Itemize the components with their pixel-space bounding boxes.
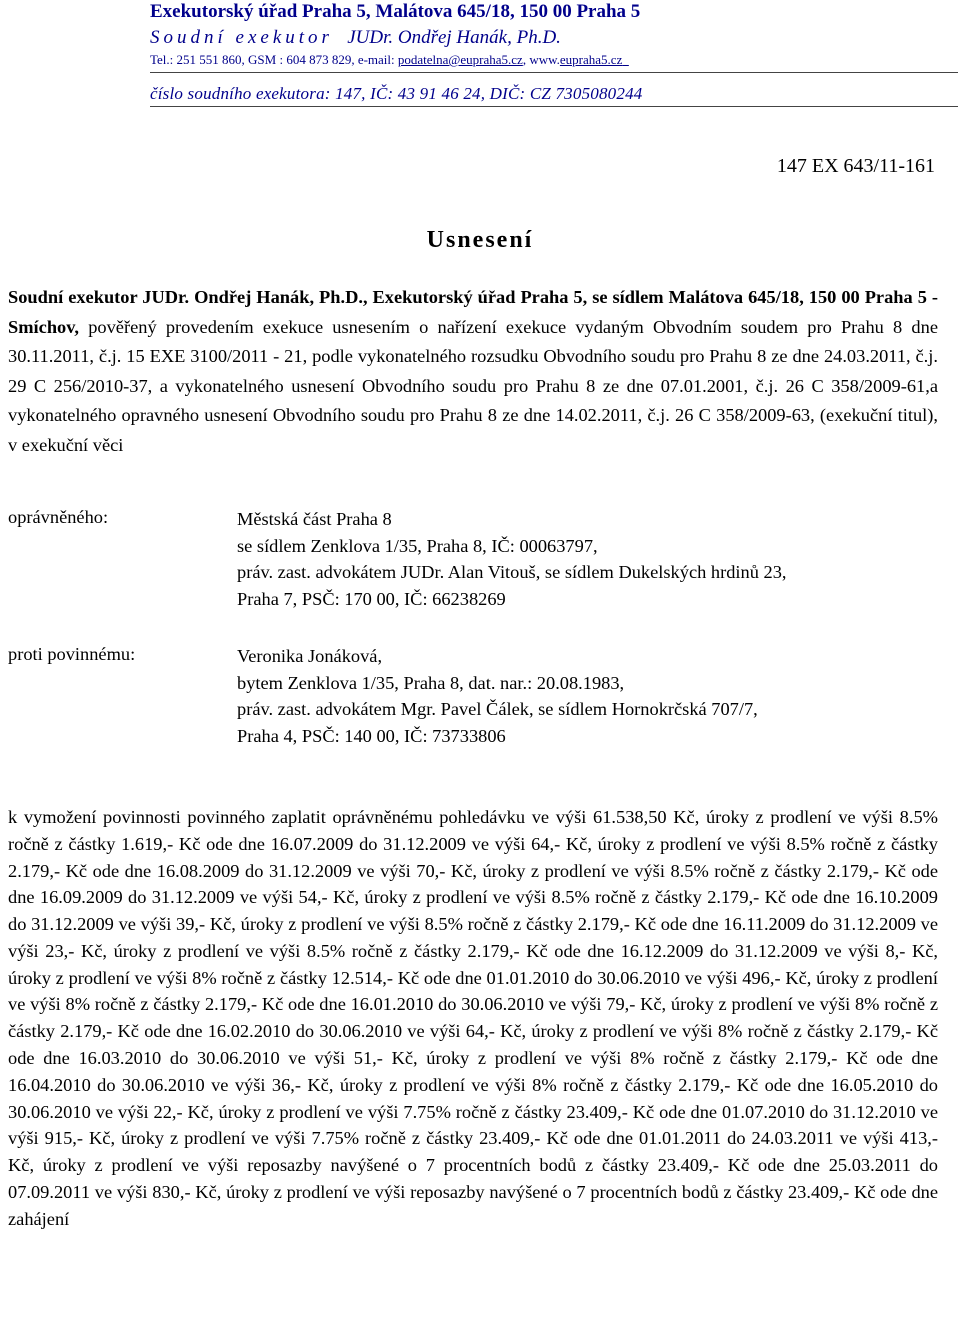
creditor-label: oprávněného: — [8, 507, 109, 527]
creditor-line: Městská část Praha 8 — [237, 509, 392, 529]
debtor-block — [237, 643, 758, 749]
contact-line — [150, 52, 629, 68]
debtor-label: proti povinnému: — [8, 644, 136, 664]
intro-bold: Soudní exekutor JUDr. Ondřej Hanák, Ph.D., Exekutorský úřad Praha 5, se sídlem Malátova 645/18, 150 00 Praha 5 - Smíchov, — [8, 287, 938, 337]
web-link[interactable]: eupraha5.cz — [559, 52, 623, 67]
creditor-line: se sídlem Zenklova 1/35, Praha 8, IČ: 00063797, — [237, 535, 598, 556]
executor-ids: číslo soudního exekutora: 147, IČ: 43 91 46 24, DIČ: CZ 7305080244 — [150, 84, 643, 103]
executor-name: JUDr. Ondřej Hanák, Ph.D. — [347, 27, 561, 48]
header-divider-bottom — [150, 106, 958, 107]
header-divider-top — [150, 72, 958, 73]
debtor-line: práv. zast. advokátem Mgr. Pavel Čálek, se sídlem Hornokrčská 707/7, — [237, 699, 758, 719]
creditor-line: práv. zast. advokátem JUDr. Alan Vitouš, se sídlem Dukelských hrdinů 23, — [237, 562, 787, 582]
debtor-line: Praha 4, PSČ: 140 00, IČ: 73733806 — [237, 725, 506, 746]
executor-line — [150, 27, 561, 49]
debtor-line: Veronika Jonáková, — [237, 646, 383, 666]
office-name: Exekutorský úřad Praha 5, Malátova 645/18, 150 00 Praha 5 — [150, 1, 641, 22]
executor-title: Soudní exekutor — [150, 27, 333, 48]
claim-paragraph: k vymožení povinnosti povinného zaplatit oprávněnému pohledávku ve výši 61.538,50 Kč, úroky z prodlení ve výši 8.5% ročně z částky 1.619,- Kč ode dne 16.07.2009 do 31.12.2009 ve výši 64,- Kč, úroky z prodlení ve výši 8.5% ročně z částky 2.179,- Kč ode dne 16.08.2009 do 31.12.2009 ve výši 70,- Kč, úroky z prodlení ve výši 8.5% ročně z částky 2.179,- Kč ode dne 16.09.2009 do 31.12.2009 ve výši 54,- Kč, úroky z prodlení ve výši 8.5% ročně z částky 2.179,- Kč ode dne 16.10.2009 do 31.12.2009 ve výši 39,- Kč, úroky z prodlení ve výši 8.5% ročně z částky 2.179,- Kč ode dne 16.11.2009 do 31.12.2009 ve výši 23,- Kč, úroky z prodlení ve výši 8.5% ročně z částky 2.179,- Kč ode dne 16.12.2009 do 31.12.2009 ve výši 8,- Kč, úroky z prodlení ve výši 8% ročně z částky 12.514,- Kč ode dne 01.01.2010 do 30.06.2010 ve výši 496,- Kč, úroky z prodlení ve výši 8% ročně z částky 2.179,- Kč ode dne 16.01.2010 do 30.06.2010 ve výši 79,- Kč, úroky z prodlení ve výši 8% ročně z částky 2.179,- Kč ode dne 16.02.2010 do 30.06.2010 ve výši 64,- Kč, úroky z prodlení ve výši 8% ročně z částky 2.179,- Kč ode dne 16.03.2010 do 30.06.2010 ve výši 51,- Kč, úroky z prodlení ve výši 8% ročně z částky 2.179,- Kč ode dne 16.04.2010 do 30.06.2010 ve výši 36,- Kč, úroky z prodlení ve výši 8% ročně z částky 2.179,- Kč ode dne 16.05.2010 do 30.06.2010 ve výši 22,- Kč, úroky z prodlení ve výši 7.75% ročně z částky 23.409,- Kč ode dne 01.07.2010 do 31.12.2010 ve výši 915,- Kč, úroky z prodlení ve výši 7.75% ročně z částky 23.409,- Kč ode dne 01.01.2011 do 24.03.2011 ve výši 413,- Kč, úroky z prodlení ve výši reposazby navýšené o 7 procentních bodů z částky 23.409,- Kč ode dne 25.03.2011 do 07.09.2011 ve výši 830,- Kč, úroky z prodlení ve výši reposazby navýšené o 7 procentních bodů z částky 23.409,- Kč ode dne zahájení — [8, 807, 938, 1229]
creditor-block — [237, 506, 787, 612]
intro-paragraph — [8, 283, 938, 460]
document-title: Usnesení — [426, 227, 534, 253]
case-number: 147 EX 643/11-161 — [776, 155, 935, 177]
debtor-line: bytem Zenklova 1/35, Praha 8, dat. nar.: 20.08.1983, — [237, 672, 625, 693]
intro-text: pověřený provedením exekuce usnesením o nařízení exekuce vydaným Obvodním soudem pro Prahu 8 dne 30.11.2011, č.j. 15 EXE 3100/2011 - 21, podle vykonatelného rozsudku Obvodního soudu pro Prahu 8 ze dne 24.03.2011, č.j. 29 C 256/2010-37, a vykonatelného usnesení Obvodního soudu pro Prahu 8 ze dne 07.01.2001, č.j. 26 C 358/2009-61,a vykonatelného opravného usnesení Obvodního soudu pro Prahu 8 ze dne 14.02.2011, č.j. 26 C 358/2009-63, (exekuční titul), v exekuční věci — [8, 316, 938, 455]
creditor-line: Praha 7, PSČ: 170 00, IČ: 66238269 — [237, 588, 506, 609]
contact-separator: , www. — [522, 52, 560, 67]
contact-phones: Tel.: 251 551 860, GSM : 604 873 829, e-mail: — [150, 52, 398, 67]
email-link[interactable]: podatelna@eupraha5.cz — [397, 52, 523, 67]
